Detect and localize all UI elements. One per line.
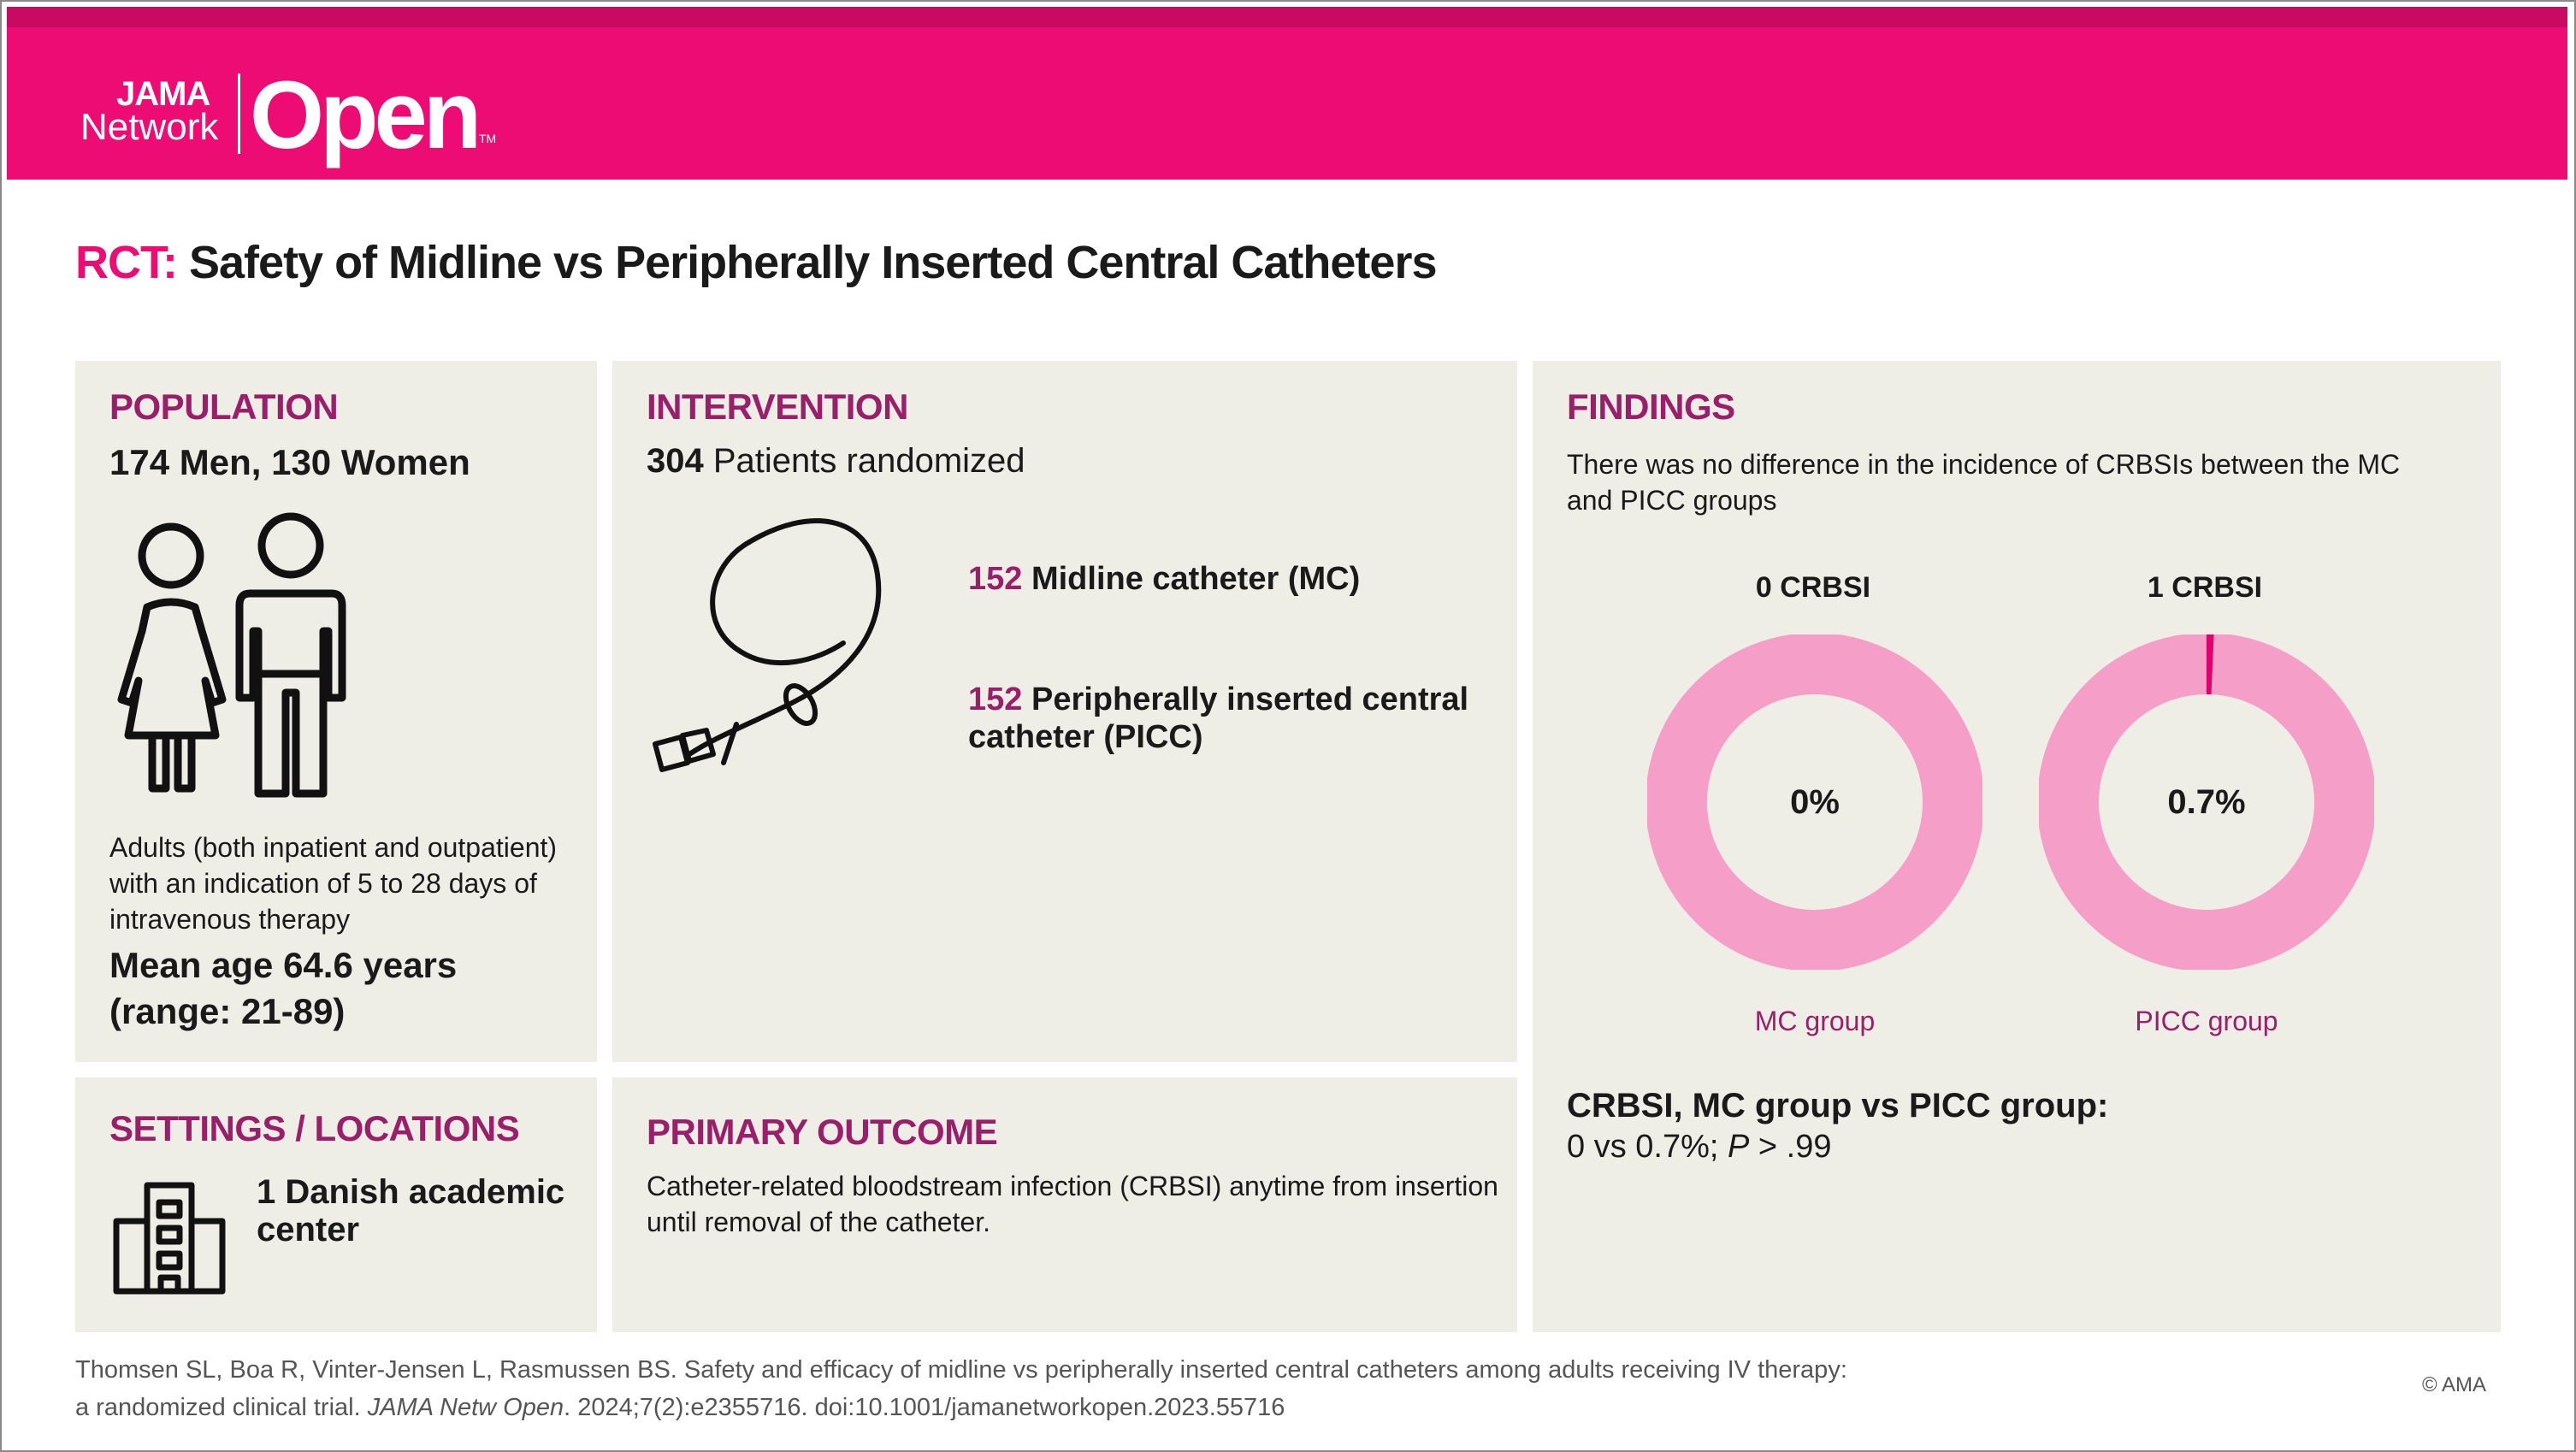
- people-icon: [109, 511, 366, 802]
- arm2-label: Peripherally inserted central catheter (PICC): [968, 682, 1469, 755]
- arm1-text: [968, 556, 1360, 602]
- citation-line2: [75, 1389, 1847, 1426]
- settings-heading: SETTINGS / LOCATIONS: [109, 1108, 520, 1148]
- findings-summary: There was no difference in the incidence of CRBSIs between the MC and PICC groups: [1567, 449, 2401, 516]
- logo-open: Open: [250, 62, 478, 168]
- logo-network: Network: [80, 106, 219, 148]
- arm1-count: 152: [968, 561, 1023, 597]
- citation-line2-pre: a randomized clinical trial.: [75, 1394, 368, 1421]
- intervention-heading: INTERVENTION: [647, 387, 908, 427]
- randomized-count: 304: [647, 442, 704, 480]
- donut-mc-group: MC group: [1754, 1006, 1876, 1036]
- page-title: [75, 236, 1437, 289]
- findings-result: [1567, 1129, 1831, 1165]
- arm2-count: 152: [968, 682, 1023, 717]
- primary-outcome-text: Catheter-related bloodstream infection (CRBSI) anytime from insertion until removal of the catheter.: [647, 1171, 1498, 1237]
- copyright: © AMA: [2422, 1373, 2487, 1396]
- result-suffix: > .99: [1749, 1129, 1832, 1165]
- settings-panel: [75, 1077, 597, 1332]
- donut-mc-center: 0%: [1790, 783, 1840, 821]
- citation-line1: Thomsen SL, Boa R, Vinter-Jensen L, Rasmussen BS. Safety and efficacy of midline vs peripherally inserted central catheters among adults receiving IV therapy:: [75, 1356, 1847, 1384]
- primary-outcome-heading: PRIMARY OUTCOME: [647, 1112, 998, 1152]
- header-bar: [7, 7, 2567, 180]
- findings-heading: FINDINGS: [1567, 387, 1735, 427]
- randomized-label: Patients randomized: [712, 442, 1025, 480]
- citation-line2-post: . 2024;7(2):e2355716. doi:10.1001/jamanetworkopen.2023.55716: [564, 1394, 1285, 1421]
- header-stripe: [7, 7, 2567, 27]
- catheter-icon: [647, 506, 937, 780]
- donut-picc-top-label: 1 CRBSI: [2147, 571, 2263, 604]
- population-counts: 174 Men, 130 Women: [109, 442, 470, 482]
- logo-trademark: TM: [479, 132, 497, 145]
- findings-panel: [1533, 361, 2501, 1332]
- population-heading: POPULATION: [109, 387, 339, 427]
- title-text: Safety of Midline vs Peripherally Inserted Central Catheters: [189, 237, 1437, 288]
- primary-outcome-panel: [612, 1077, 1517, 1332]
- donut-picc-group: PICC group: [2135, 1006, 2278, 1036]
- donut-picc-center: 0.7%: [2167, 783, 2246, 821]
- arm2-text: [968, 681, 1481, 756]
- citation: [75, 1351, 1847, 1426]
- building-icon: [109, 1178, 229, 1298]
- intervention-panel: [612, 361, 1517, 1062]
- logo-divider: [238, 74, 240, 154]
- settings-text: 1 Danish academic center: [257, 1173, 565, 1248]
- logo-jama: JAMA: [116, 75, 210, 113]
- intervention-randomized: [647, 443, 1025, 479]
- findings-result-heading: CRBSI, MC group vs PICC group:: [1567, 1087, 2109, 1124]
- arm1-label: Midline catheter (MC): [1031, 561, 1361, 597]
- donut-mc-top-label: 0 CRBSI: [1755, 571, 1871, 604]
- citation-journal: JAMA Netw Open: [367, 1394, 564, 1421]
- population-description: Adults (both inpatient and outpatient) with an indication of 5 to 28 days of intravenous therapy: [109, 832, 558, 935]
- population-mean-age: Mean age 64.6 years (range: 21-89): [109, 945, 458, 1031]
- result-prefix: 0 vs 0.7%;: [1567, 1129, 1728, 1165]
- title-kicker: RCT:: [75, 237, 177, 288]
- population-panel: [75, 361, 597, 1062]
- result-p: P: [1727, 1129, 1750, 1165]
